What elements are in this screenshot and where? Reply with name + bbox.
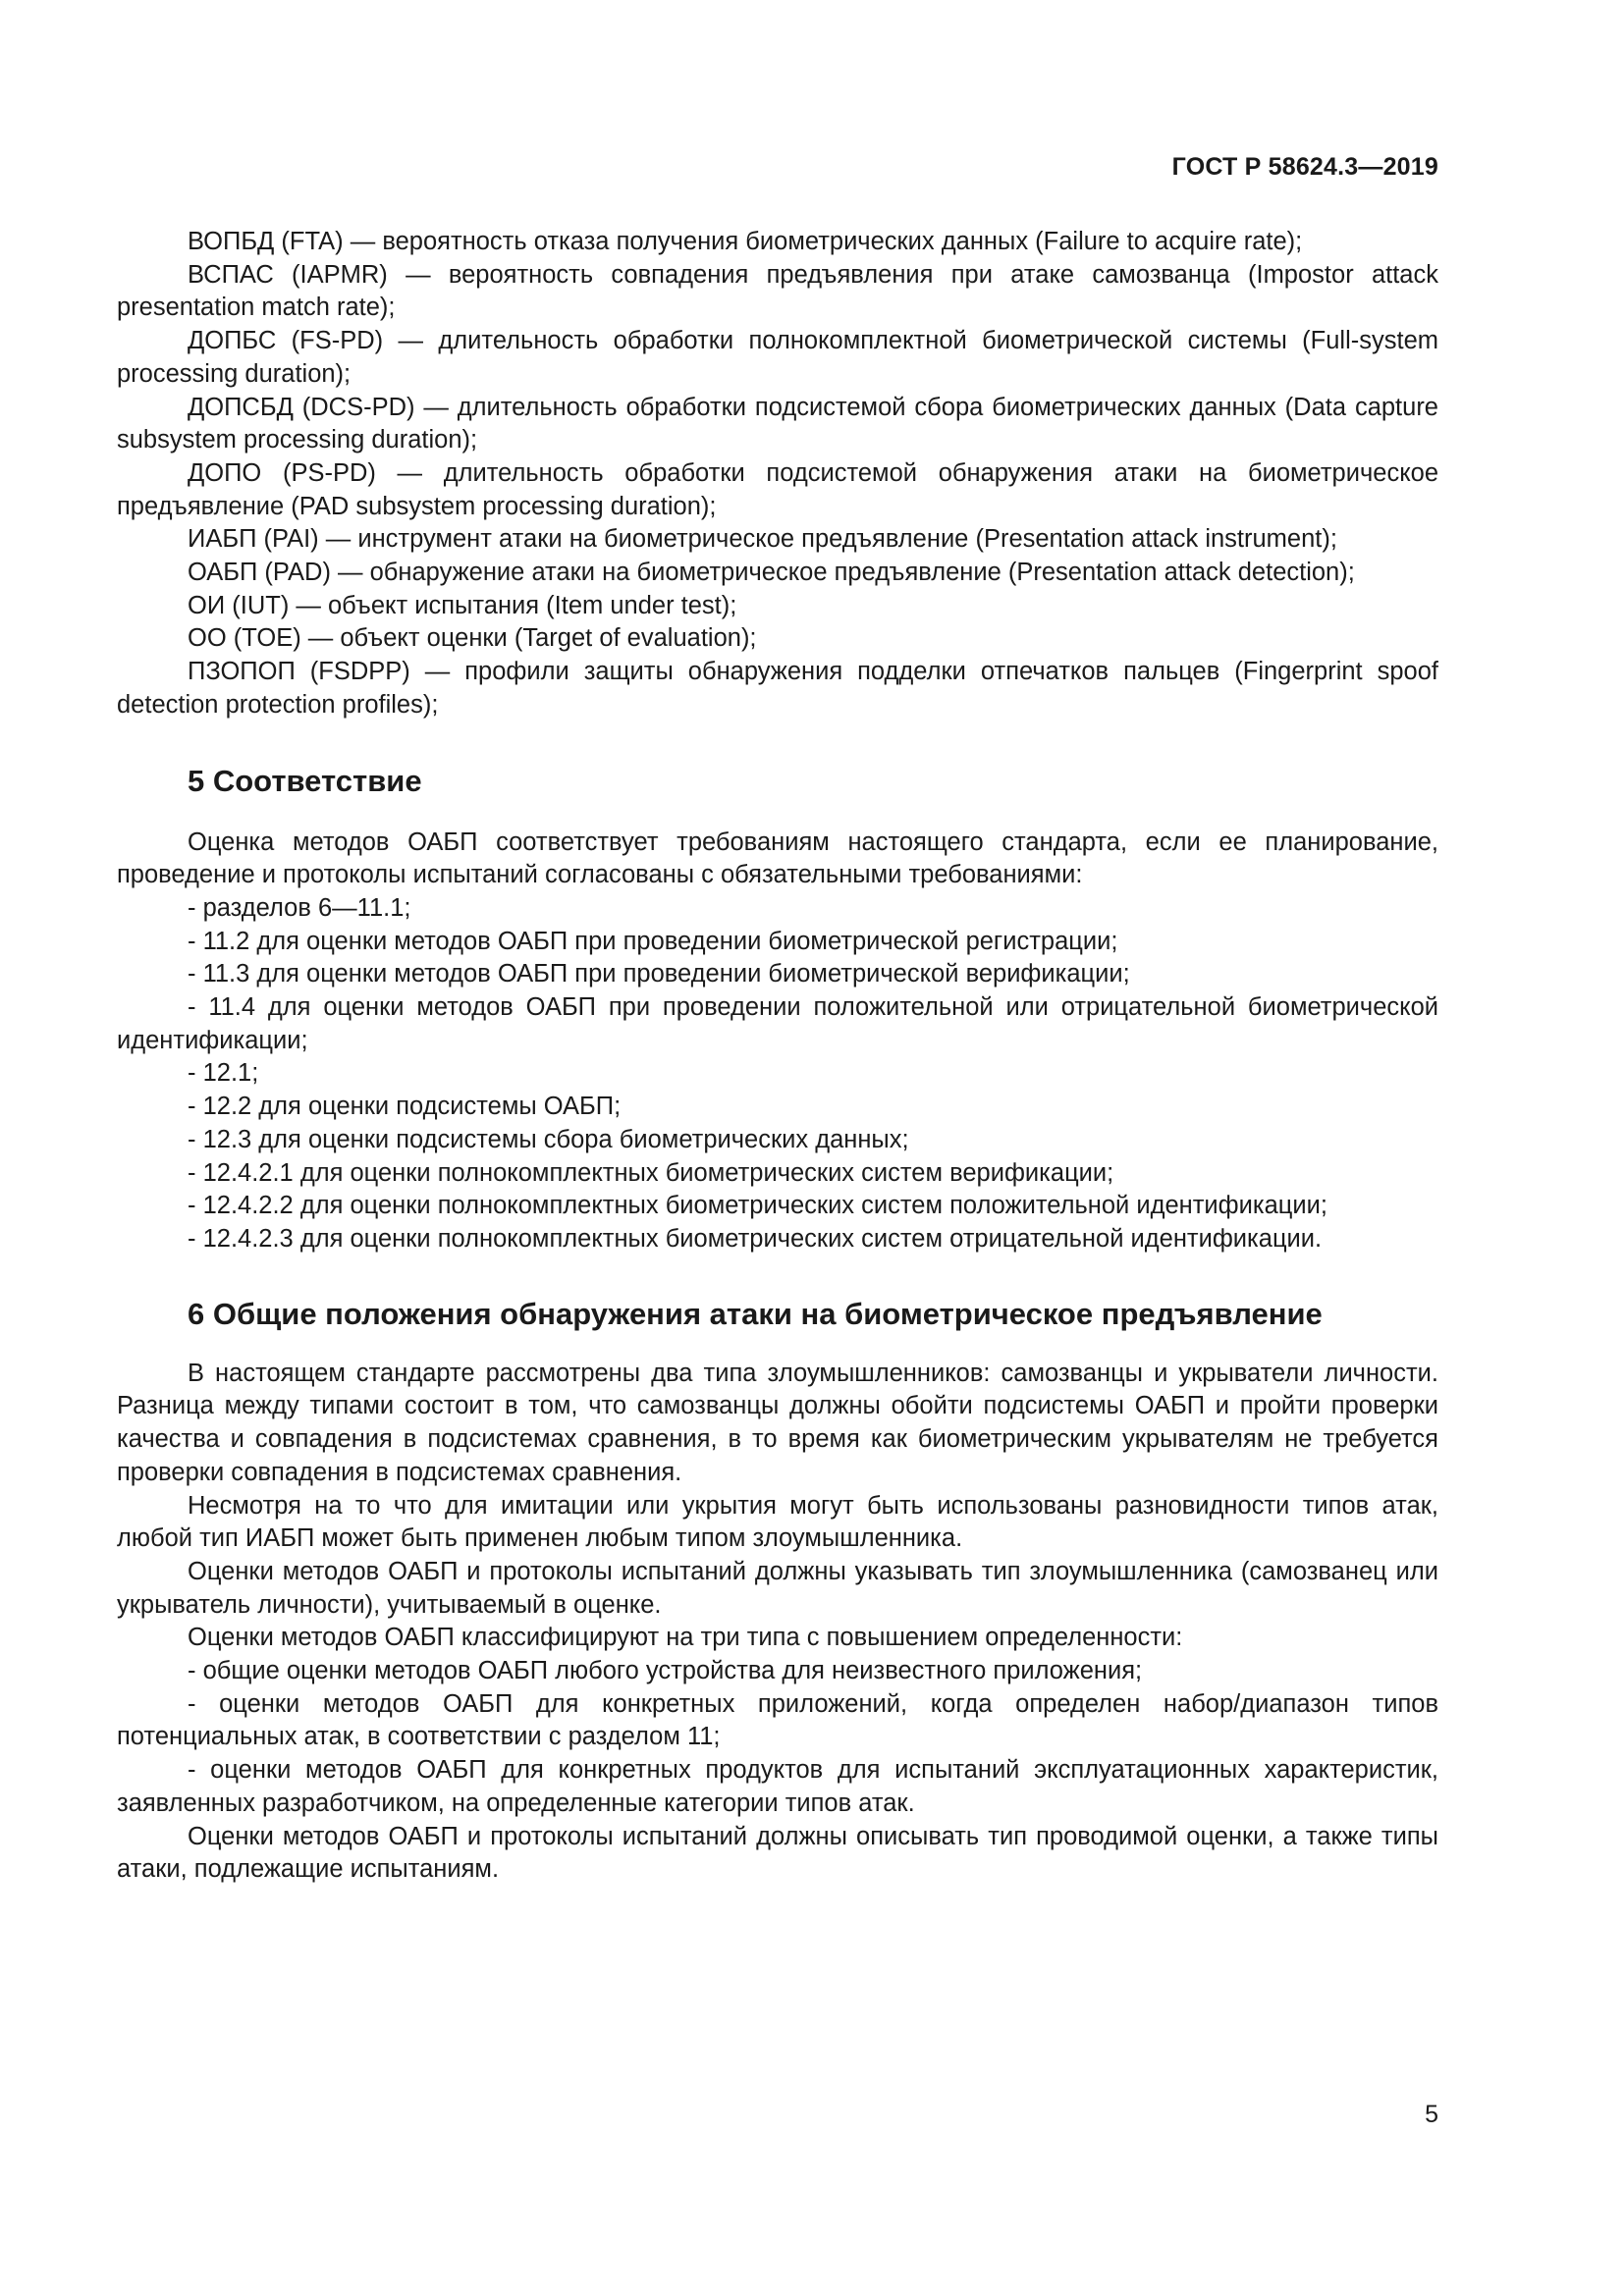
section-5-list-item: - 12.1;: [188, 1059, 259, 1088]
section-6-paragraph: В настоящем стандарте рассмотрены два типа злоумышленников: самозванцы и укрыватели личности. Разница между типами состоит в том, что самозванцы должны обойти подсистемы ОАБП и пройти проверки качества и совпадения в подсистемах сравнения, в то время как биометрическим укрывателям не требуется проверки совпадения в подсистемах сравнения.: [117, 1359, 1438, 1486]
section-5-list-item: - разделов 6—11.1;: [188, 893, 411, 922]
section-6-closing: Оценки методов ОАБП и протоколы испытаний должны описывать тип проводимой оценки, а также типы атаки, подлежащие испытаниям.: [117, 1822, 1438, 1884]
abbreviation-entry: ИАБП (PAI) — инструмент атаки на биометрическое предъявление (Presentation attack instrument);: [188, 525, 1337, 554]
section-6-list-item: - оценки методов ОАБП для конкретных приложений, когда определен набор/диапазон типов потенциальных атак, в соответствии с разделом 11;: [117, 1689, 1438, 1751]
document-body: [117, 226, 1438, 1887]
document-header: ГОСТ Р 58624.3—2019: [1171, 153, 1438, 181]
section-6-paragraph: Несмотря на то что для имитации или укрытия могут быть использованы разновидности типов атак, любой тип ИАБП может быть применен любым типом злоумышленника.: [117, 1491, 1438, 1553]
abbreviations-list: [117, 226, 1438, 722]
abbreviation-entry: ВОПБД (FTA) — вероятность отказа получения биометрических данных (Failure to acquire rate);: [188, 228, 1303, 255]
page-number: 5: [1425, 2101, 1438, 2128]
section-5-list-item: - 12.4.2.2 для оценки полнокомплектных биометрических систем положительной идентификации;: [188, 1192, 1327, 1220]
section-5-list-item: - 12.2 для оценки подсистемы ОАБП;: [188, 1093, 622, 1121]
section-5-list-item: - 11.2 для оценки методов ОАБП при проведении биометрической регистрации;: [188, 927, 1118, 955]
abbreviation-entry: ПЗОПОП (FSDPP) — профили защиты обнаружения подделки отпечатков пальцев (Fingerprint spoof detection protection profiles);: [117, 658, 1438, 719]
abbreviation-entry: ОАБП (PAD) — обнаружение атаки на биометрическое предъявление (Presentation attack detection);: [188, 559, 1355, 587]
abbreviation-entry: ОО (TOE) — объект оценки (Target of evaluation);: [188, 624, 757, 653]
section-6-heading: 6 Общие положения обнаружения атаки на биометрическое предъявление: [188, 1296, 1323, 1331]
section-6-list-item: - оценки методов ОАБП для конкретных продуктов для испытаний эксплуатационных характеристик, заявленных разработчиком, на определенные категории типов атак.: [117, 1756, 1438, 1817]
abbreviation-entry: ОИ (IUT) — объект испытания (Item under test);: [188, 591, 737, 619]
section-5-list-item: - 12.4.2.1 для оценки полнокомплектных биометрических систем верификации;: [188, 1158, 1114, 1187]
section-5-list-item: - 12.3 для оценки подсистемы сбора биометрических данных;: [188, 1125, 909, 1153]
section-5-heading: 5 Соответствие: [188, 763, 422, 798]
abbreviation-entry: ДОПСБД (DCS-PD) — длительность обработки подсистемой сбора биометрических данных (Data capture subsystem processing duration);: [117, 393, 1438, 454]
section-6-paragraph: Оценки методов ОАБП классифицируют на три типа с повышением определенности:: [188, 1624, 1183, 1652]
section-5-content: [117, 827, 1438, 1256]
section-5-intro: Оценка методов ОАБП соответствует требованиям настоящего стандарта, если ее планирование, проведение и протоколы испытаний согласованы с обязательными требованиями:: [117, 828, 1438, 889]
abbreviation-entry: ДОПБС (FS-PD) — длительность обработки полнокомплектной биометрической системы (Full-system processing duration);: [117, 327, 1438, 388]
section-5-list-item: - 12.4.2.3 для оценки полнокомплектных биометрических систем отрицательной идентификации.: [188, 1224, 1323, 1253]
section-5-list-item: - 11.4 для оценки методов ОАБП при проведении положительной или отрицательной биометрической идентификации;: [117, 993, 1438, 1054]
section-6-paragraph: Оценки методов ОАБП и протоколы испытаний должны указывать тип злоумышленника (самозванец или укрыватель личности), учитываемый в оценке.: [117, 1557, 1438, 1619]
section-6-list-item: - общие оценки методов ОАБП любого устройства для неизвестного приложения;: [188, 1657, 1143, 1685]
abbreviation-entry: ДОПО (PS-PD) — длительность обработки подсистемой обнаружения атаки на биометрическое предъявление (PAD subsystem processing duration);: [117, 458, 1438, 520]
section-6-content: [117, 1358, 1438, 1887]
section-5-list-item: - 11.3 для оценки методов ОАБП при проведении биометрической верификации;: [188, 960, 1130, 988]
abbreviation-entry: ВСПАС (IAPMR) — вероятность совпадения предъявления при атаке самозванца (Impostor attack presentation match rate);: [117, 260, 1438, 322]
